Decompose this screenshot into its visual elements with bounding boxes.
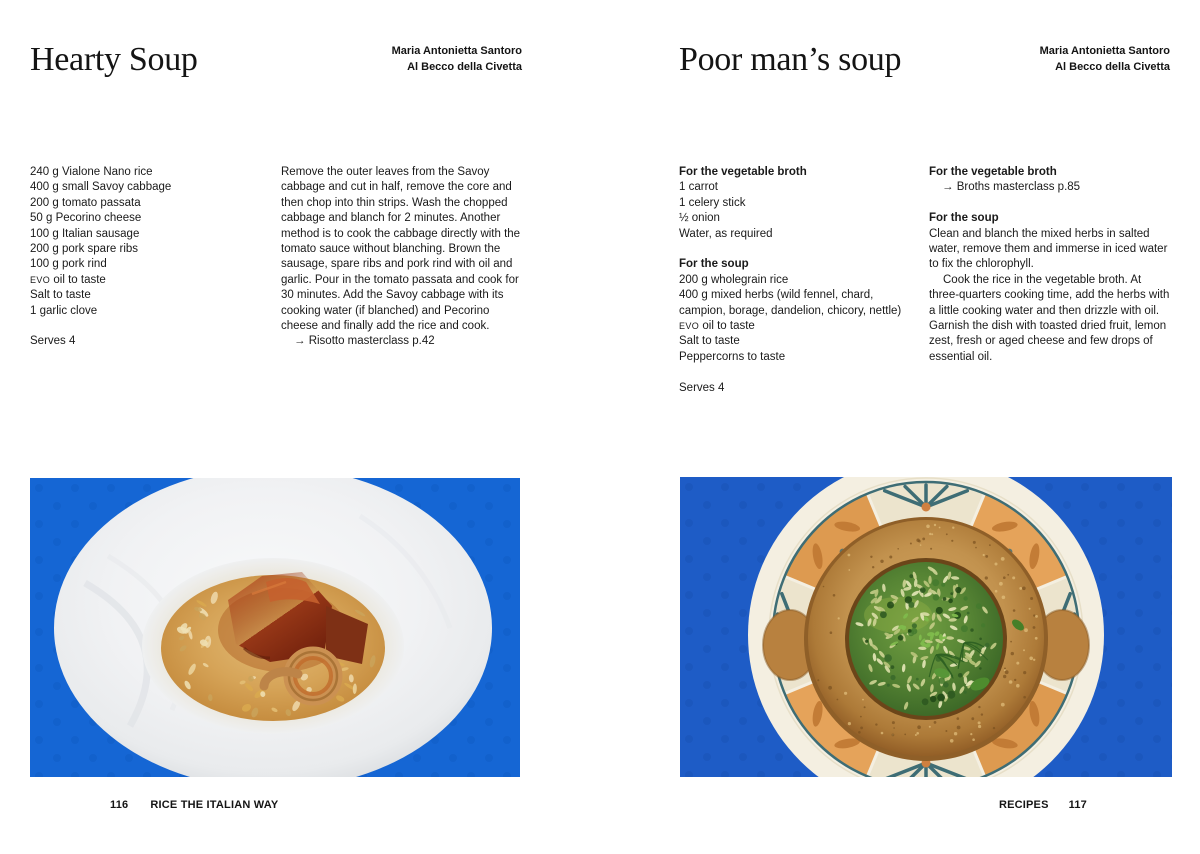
broth-ingredient-list <box>679 180 911 242</box>
section-label: RECIPES <box>998 799 1049 811</box>
ingredient-line: Salt to taste <box>30 289 91 302</box>
method-paragraph-1: Clean and blanch the mixed herbs in salted water, remove them and immerse in iced water to fix the chlorophyll. <box>929 227 1168 271</box>
chef-name: Maria Antonietta Santoro <box>391 45 522 57</box>
ingredient-line: 400 g mixed herbs (wild fennel, chard, campion, borage, dandelion, chicory, nettle) <box>679 289 902 317</box>
chef-name: Maria Antonietta Santoro <box>1039 45 1170 57</box>
byline-left <box>292 44 522 75</box>
ingredient-line: Peppercorns to taste <box>679 350 786 363</box>
photo-hearty-soup <box>30 478 520 777</box>
footer-left <box>110 799 278 812</box>
soup-heading: For the soup <box>679 258 749 271</box>
byline-right <box>940 44 1170 75</box>
footer-right <box>999 799 1087 812</box>
page-title-right: Poor man’s soup <box>679 41 902 78</box>
ingredient-line: 200 g wholegrain rice <box>679 273 789 286</box>
page-number-right: 117 <box>1068 799 1087 811</box>
ingredient-line: 240 g Vialone Nano rice <box>30 166 153 178</box>
ingredient-line: Salt to taste <box>679 335 740 348</box>
method-paragraph: Remove the outer leaves from the Savoy cabbage and cut in half, remove the core and then chop into thin strips. Wash the chopped cabbage and blanch for 2 minutes. Another method is to cook the cabbage directly with the tomato sauce without blanching. Brown the sausage, spare ribs and pork rind with oil and garlic. Pour in the tomato passata and cook for 30 minutes. Add the Savoy cabbage with its cooking water (if blanched) and Pecorino cheese and finally add the rice and cook. <box>281 166 521 333</box>
ingredient-line: 100 g Italian sausage <box>30 227 140 240</box>
ingredient-line: 100 g pork rind <box>30 258 107 271</box>
method-soup-heading: For the soup <box>929 212 999 225</box>
ingredient-line: 400 g small Savoy cabbage <box>30 181 172 194</box>
ingredient-line: 200 g tomato passata <box>30 196 141 209</box>
masterclass-link-risotto: → Risotto masterclass p.42 <box>294 335 435 348</box>
page-title-left: Hearty Soup <box>30 41 198 78</box>
ingredient-line: 50 g Pecorino cheese <box>30 212 142 225</box>
ingredients-column-right <box>679 165 911 396</box>
method-broth-heading: For the vegetable broth <box>929 166 1057 178</box>
ingredient-line: 200 g pork spare ribs <box>30 243 139 256</box>
restaurant-name: Al Becco della Civetta <box>1055 60 1170 73</box>
ingredients-column-left <box>30 165 260 350</box>
method-paragraph-3: Garnish the dish with toasted dried fruit, lemon zest, fresh or aged cheese and few drops of essential oil. <box>929 320 1167 363</box>
ingredient-line: 1 celery stick <box>679 196 746 209</box>
broth-heading: For the vegetable broth <box>679 166 807 178</box>
serves-label: Serves 4 <box>679 381 725 394</box>
poor-mans-soup-illustration <box>680 477 1172 777</box>
photo-poor-mans-soup <box>680 477 1172 777</box>
ingredient-line: ½ onion <box>679 212 720 225</box>
page-number-left: 116 <box>110 799 129 811</box>
method-column-right <box>929 165 1172 365</box>
ingredient-line: EVO oil to taste <box>679 320 755 333</box>
soup-ingredient-list <box>679 273 911 365</box>
book-title: RICE THE ITALIAN WAY <box>150 799 279 811</box>
ingredient-line: Water, as required <box>679 227 773 240</box>
ingredient-line: 1 garlic clove <box>30 304 98 317</box>
ingredient-line: EVO oil to taste <box>30 273 106 286</box>
method-paragraph-2: Cook the rice in the vegetable broth. At three-quarters cooking time, add the herbs with a little cooking water and then drizzle with oil. <box>929 273 1170 317</box>
hearty-soup-illustration <box>30 478 520 777</box>
serves-label: Serves 4 <box>30 335 76 348</box>
ingredient-list <box>30 165 260 319</box>
ingredient-line: 1 carrot <box>679 181 718 194</box>
masterclass-link-broths: → Broths masterclass p.85 <box>942 181 1081 194</box>
restaurant-name: Al Becco della Civetta <box>407 60 522 73</box>
method-column-left <box>281 165 529 350</box>
